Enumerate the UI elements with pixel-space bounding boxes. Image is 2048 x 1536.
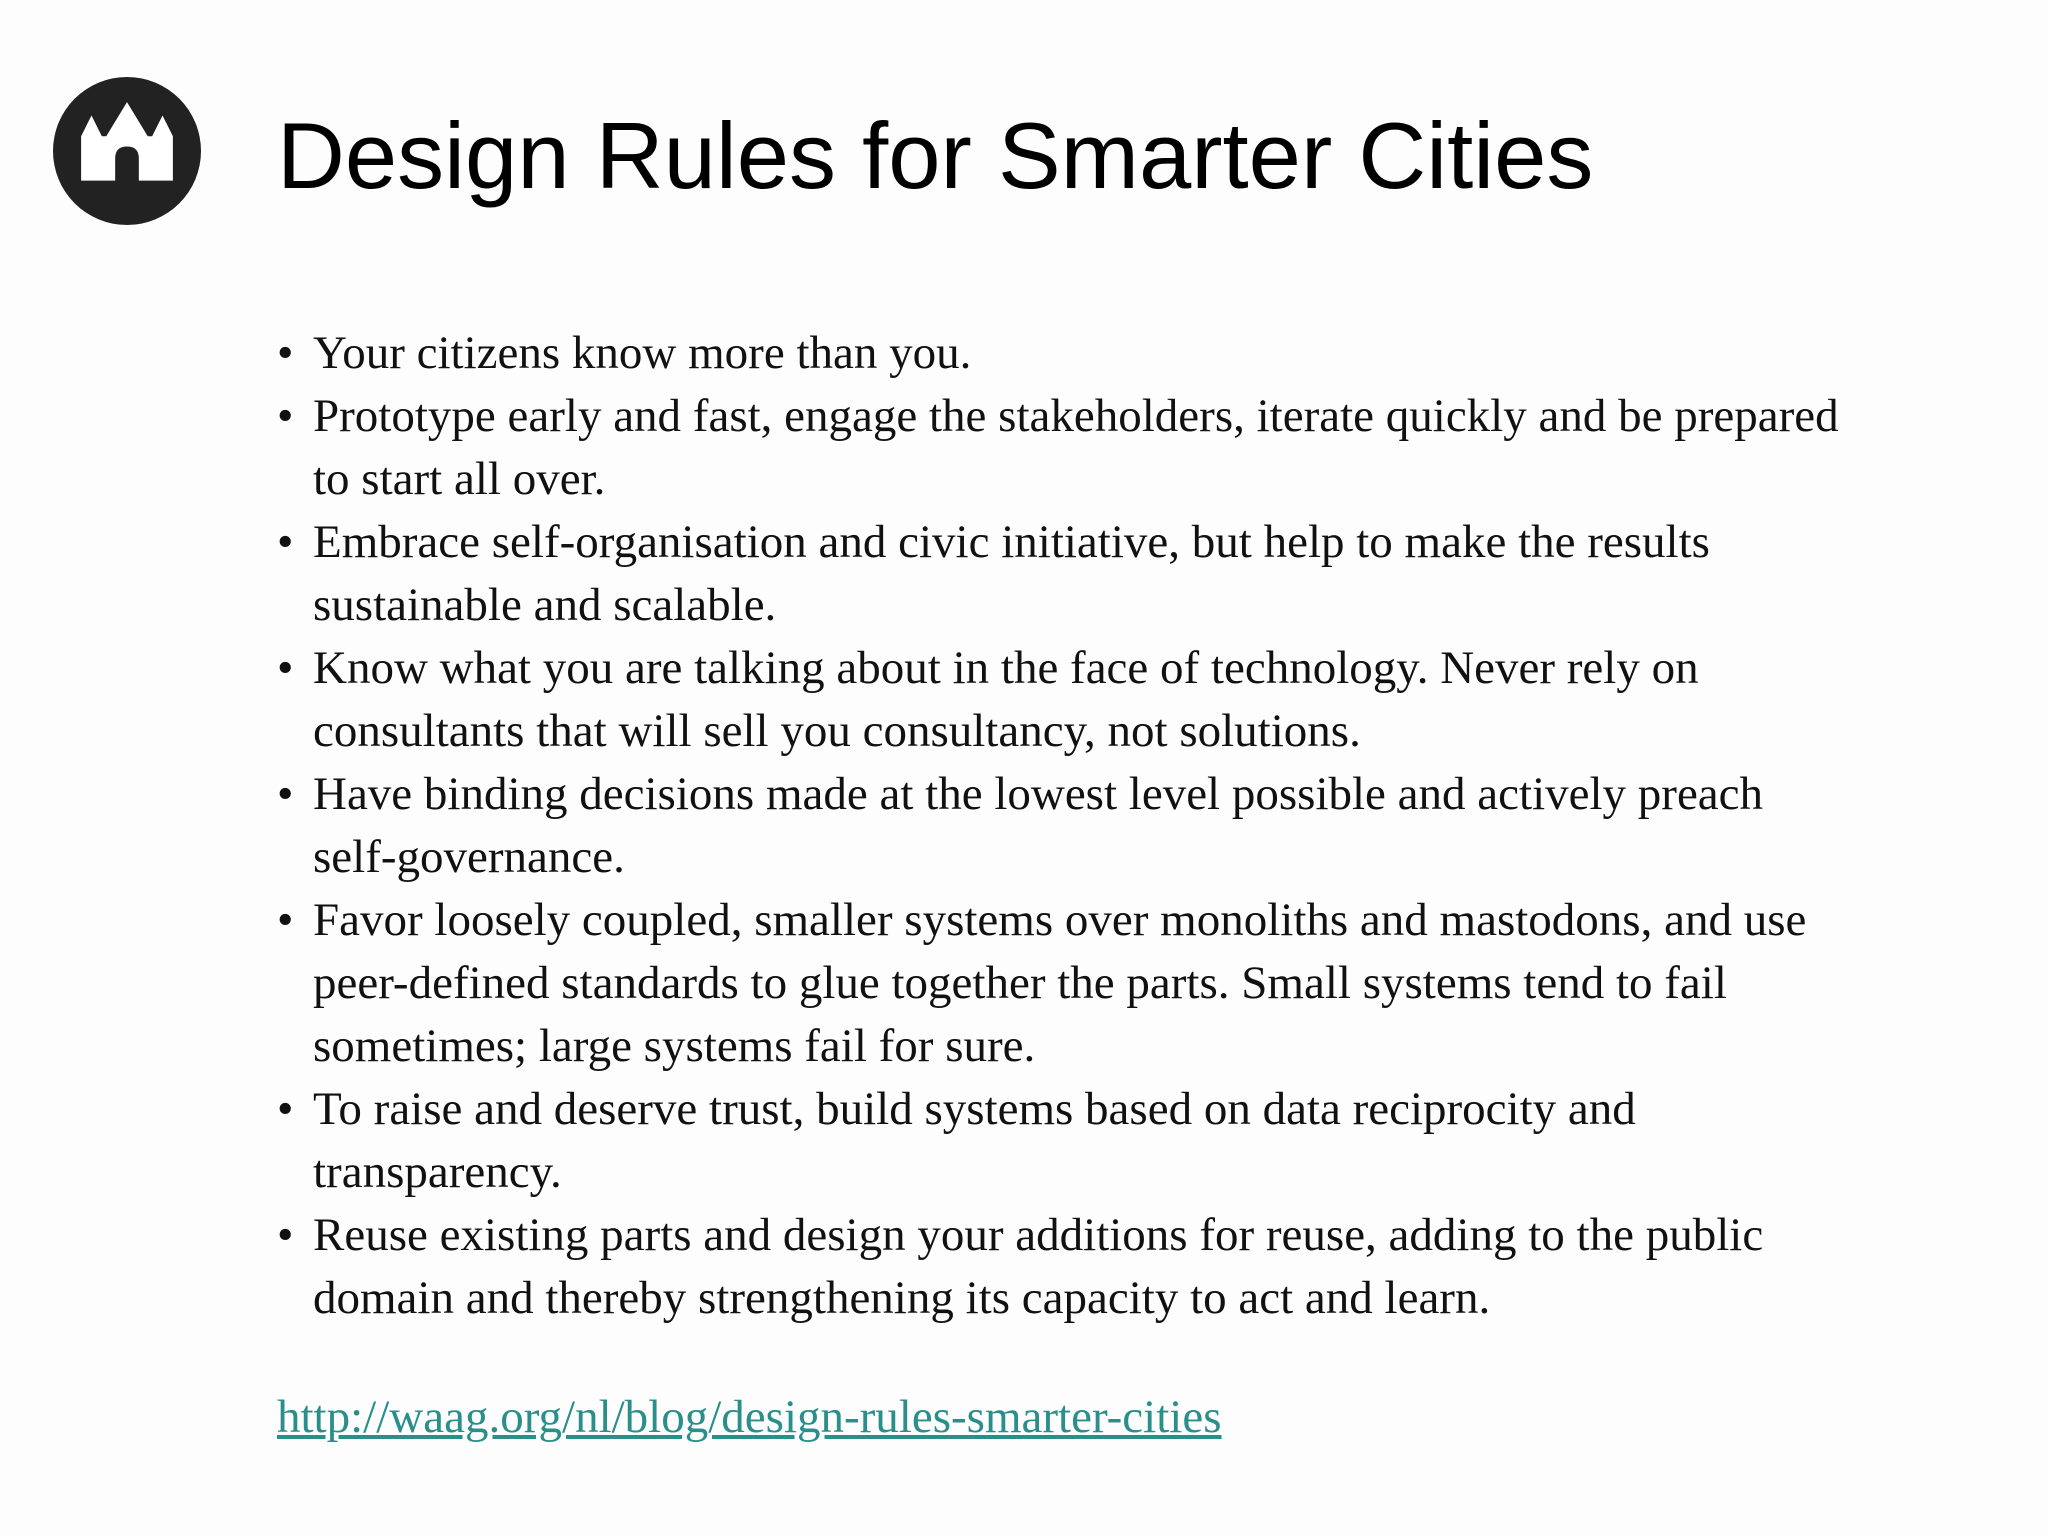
list-item [277, 889, 1857, 1078]
list-item [277, 1078, 1857, 1204]
rule-text: Reuse existing parts and design your additions for reuse, adding to the public domain and thereby strengthening its capacity to act and learn. [313, 1209, 1764, 1324]
rules-list [277, 322, 1857, 1330]
rule-text: Know what you are talking about in the face of technology. Never rely on consultants that will sell you consultancy, not solutions. [313, 642, 1699, 757]
list-item [277, 637, 1857, 763]
bullet: • [277, 768, 294, 820]
rule-text: Prototype early and fast, engage the stakeholders, iterate quickly and be prepared to start all over. [313, 390, 1839, 505]
source-link[interactable]: http://waag.org/nl/blog/design-rules-smarter-cities [277, 1391, 1222, 1443]
slide-title: Design Rules for Smarter Cities [277, 103, 1594, 208]
bullet: • [277, 642, 294, 694]
bullet: • [277, 1083, 294, 1135]
list-item [277, 763, 1857, 889]
bullet: • [277, 1209, 294, 1261]
list-item [277, 322, 1857, 385]
list-item [277, 1204, 1857, 1330]
bullet: • [277, 894, 294, 946]
rule-text: To raise and deserve trust, build systems based on data reciprocity and transparency. [313, 1083, 1636, 1198]
bullet: • [277, 327, 294, 379]
bullet: • [277, 390, 294, 442]
waag-castle-logo-icon [53, 77, 201, 225]
list-item [277, 385, 1857, 511]
rule-text: Favor loosely coupled, smaller systems over monoliths and mastodons, and use peer-defined standards to glue together the parts. Small systems tend to fail sometimes; large systems fail for sure. [313, 894, 1807, 1072]
rule-text: Your citizens know more than you. [313, 327, 972, 379]
rule-text: Embrace self-organisation and civic initiative, but help to make the results sustainable and scalable. [313, 516, 1710, 631]
rule-text: Have binding decisions made at the lowest level possible and actively preach self-governance. [313, 768, 1764, 883]
bullet: • [277, 516, 294, 568]
list-item [277, 511, 1857, 637]
